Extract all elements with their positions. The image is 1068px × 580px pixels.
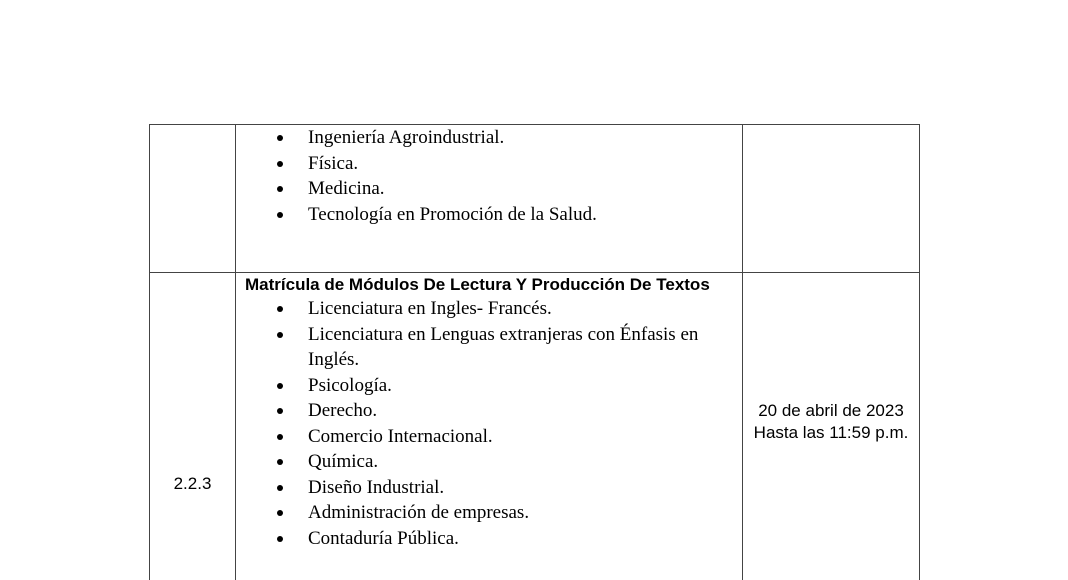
list-item: Contaduría Pública. bbox=[236, 526, 742, 552]
table-row bbox=[150, 125, 920, 273]
list-item: Química. bbox=[236, 449, 742, 475]
list-item: Medicina. bbox=[236, 176, 742, 202]
list-item: Licenciatura en Lenguas extranjeras con Énfasis en Inglés. bbox=[236, 322, 742, 373]
section-title: Matrícula de Módulos De Lectura Y Producción De Textos bbox=[245, 275, 710, 294]
list-item: Derecho. bbox=[236, 398, 742, 424]
item-number: 2.2.3 bbox=[173, 474, 212, 493]
date-cell bbox=[743, 273, 920, 580]
list-item: Diseño Industrial. bbox=[236, 475, 742, 501]
deadline-time: Hasta las 11:59 p.m. bbox=[753, 423, 909, 442]
programs-cell bbox=[236, 273, 743, 580]
schedule-table bbox=[149, 124, 920, 580]
programs-cell bbox=[236, 125, 743, 273]
number-cell bbox=[150, 273, 236, 580]
list-item: Tecnología en Promoción de la Salud. bbox=[236, 202, 742, 228]
program-list bbox=[236, 296, 742, 551]
list-item: Psicología. bbox=[236, 373, 742, 399]
deadline-date: 20 de abril de 2023 bbox=[758, 401, 904, 420]
list-item: Comercio Internacional. bbox=[236, 424, 742, 450]
list-item: Administración de empresas. bbox=[236, 500, 742, 526]
list-item: Física. bbox=[236, 151, 742, 177]
program-list bbox=[236, 125, 742, 227]
date-cell bbox=[743, 125, 920, 273]
list-item: Ingeniería Agroindustrial. bbox=[236, 125, 742, 151]
table-row bbox=[150, 273, 920, 580]
deadline bbox=[743, 400, 919, 444]
number-cell bbox=[150, 125, 236, 273]
list-item: Licenciatura en Ingles- Francés. bbox=[236, 296, 742, 322]
